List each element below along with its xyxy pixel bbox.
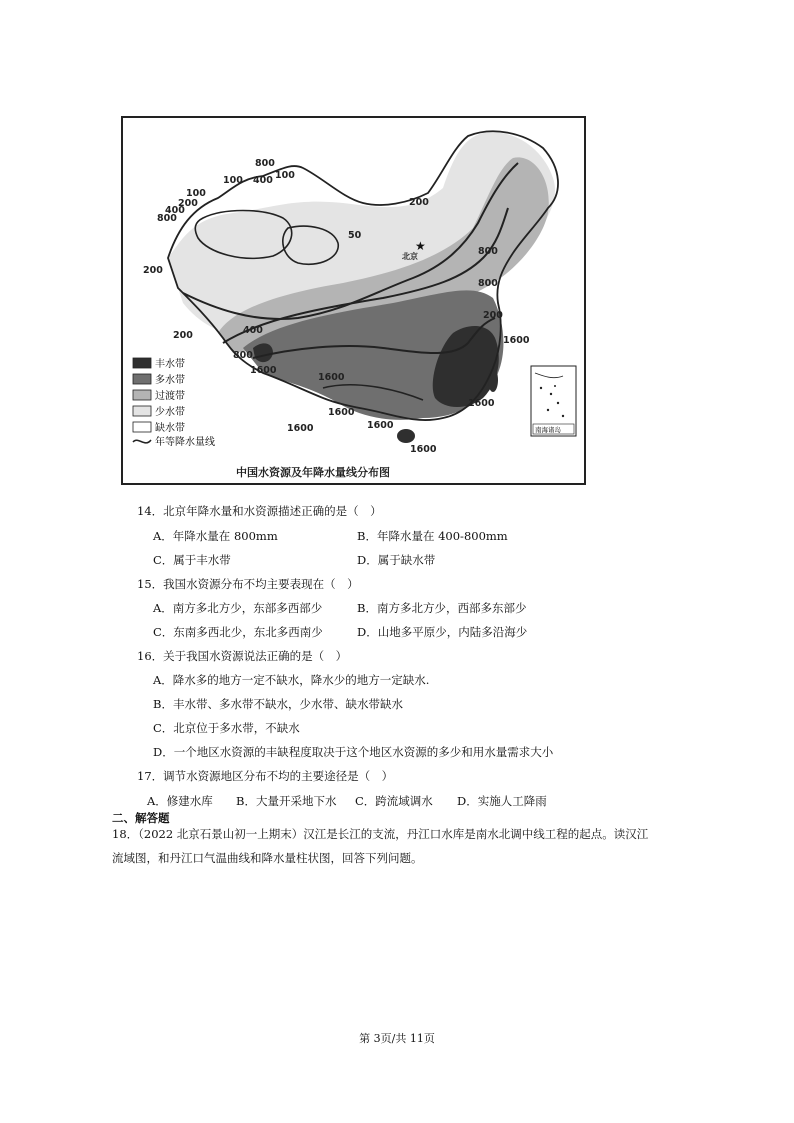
south-china-sea-inset — [531, 366, 576, 436]
precipitation-map — [121, 116, 586, 485]
question-15-option-b[interactable]: B．南方多北方少，西部多东部少 — [357, 601, 527, 615]
isoline-label: 200 — [483, 310, 503, 321]
question-18-line-2: 流域图，和丹江口气温曲线和降水量柱状图，回答下列问题。 — [112, 851, 423, 865]
beijing-star-icon: ★ — [415, 239, 426, 253]
isoline-label: 100 — [186, 188, 206, 199]
question-17-stem: 17．调节水资源地区分布不均的主要途径是（ ） — [137, 769, 394, 783]
isoline-label: 200 — [409, 197, 429, 208]
isoline-label: 1600 — [503, 335, 530, 346]
isoline-label: 800 — [478, 246, 498, 257]
inset-label: 南海诸岛 — [535, 426, 561, 434]
question-15-option-c[interactable]: C．东南多西北少，东北多西南少 — [153, 625, 323, 639]
question-14-option-c[interactable]: C．属于丰水带 — [153, 553, 231, 567]
question-16-option-d[interactable]: D．一个地区水资源的丰缺程度取决于这个地区水资源的多少和用水量需求大小 — [153, 745, 554, 759]
isoline-label: 100 — [223, 175, 243, 186]
taiwan-island — [488, 368, 498, 392]
legend-label: 多水带 — [155, 375, 185, 386]
question-16-stem: 16．关于我国水资源说法正确的是（ ） — [137, 649, 348, 663]
question-15-option-a[interactable]: A．南方多北方少，东部多西部少 — [153, 601, 323, 615]
legend-swatch-rich — [133, 358, 151, 368]
question-15-stem: 15．我国水资源分布不均主要表现在（ ） — [137, 577, 359, 591]
isoline-label: 800 — [157, 213, 177, 224]
isoline-label: 50 — [348, 230, 362, 241]
question-14-option-a[interactable]: A．年降水量在 800mm — [153, 529, 278, 543]
legend-label: 丰水带 — [155, 359, 185, 370]
isoline-label: 100 — [275, 170, 295, 181]
beijing-label: 北京 — [402, 252, 418, 261]
legend-label: 过渡带 — [155, 391, 185, 402]
section-heading: 二、解答题 — [112, 811, 170, 825]
isoline-label: 1600 — [367, 420, 394, 431]
question-14-option-b[interactable]: B．年降水量在 400-800mm — [357, 529, 508, 543]
question-14-option-d[interactable]: D．属于缺水带 — [357, 553, 436, 567]
isoline-label: 1600 — [410, 444, 437, 455]
hainan-island — [397, 429, 415, 443]
isoline-label: 800 — [255, 158, 275, 169]
isoline-label: 800 — [478, 278, 498, 289]
legend-isoline-icon — [133, 440, 151, 443]
question-16-option-a[interactable]: A．降水多的地方一定不缺水，降水少的地方一定缺水. — [153, 673, 430, 687]
legend-swatch-little — [133, 406, 151, 416]
question-14-stem: 14．北京年降水量和水资源描述正确的是（ ） — [137, 504, 382, 518]
question-17-option-a[interactable]: A．修建水库 — [147, 794, 213, 808]
isoline-label: 200 — [143, 265, 163, 276]
isoline-label: 1600 — [328, 407, 355, 418]
isoline-label: 800 — [233, 350, 253, 361]
isoline-label: 1600 — [318, 372, 345, 383]
isoline-label: 1600 — [468, 398, 495, 409]
isoline-label: 400 — [253, 175, 273, 186]
map-svg — [123, 118, 584, 483]
legend-swatch-transition — [133, 390, 151, 400]
legend-label: 少水带 — [155, 407, 185, 418]
legend-label: 缺水带 — [155, 423, 185, 434]
question-17-option-c[interactable]: C．跨流域调水 — [355, 794, 433, 808]
isoline-label: 1600 — [250, 365, 277, 376]
question-16-option-b[interactable]: B．丰水带、多水带不缺水，少水带、缺水带缺水 — [153, 697, 403, 711]
question-17-option-d[interactable]: D．实施人工降雨 — [457, 794, 547, 808]
question-18-line-1: 18．（2022 北京石景山初一上期末）汉江是长江的支流，丹江口水库是南水北调中线工程的起点。读汉江 — [112, 827, 649, 841]
legend-label: 年等降水量线 — [155, 437, 215, 448]
legend-swatch-much — [133, 374, 151, 384]
isoline-label: 200 — [178, 198, 198, 209]
map-caption: 中国水资源及年降水量线分布图 — [236, 466, 390, 479]
question-15-option-d[interactable]: D．山地多平原少，内陆多沿海少 — [357, 625, 528, 639]
isoline-label: 400 — [165, 205, 185, 216]
question-17-option-b[interactable]: B．大量开采地下水 — [236, 794, 337, 808]
map-legend — [133, 357, 215, 448]
page-number: 第 3页/共 11页 — [359, 1032, 435, 1045]
isoline-label: 200 — [173, 330, 193, 341]
question-16-option-c[interactable]: C．北京位于多水带，不缺水 — [153, 721, 300, 735]
isoline-label: 1600 — [287, 423, 314, 434]
legend-swatch-lack — [133, 422, 151, 432]
isoline-label: 400 — [243, 325, 263, 336]
